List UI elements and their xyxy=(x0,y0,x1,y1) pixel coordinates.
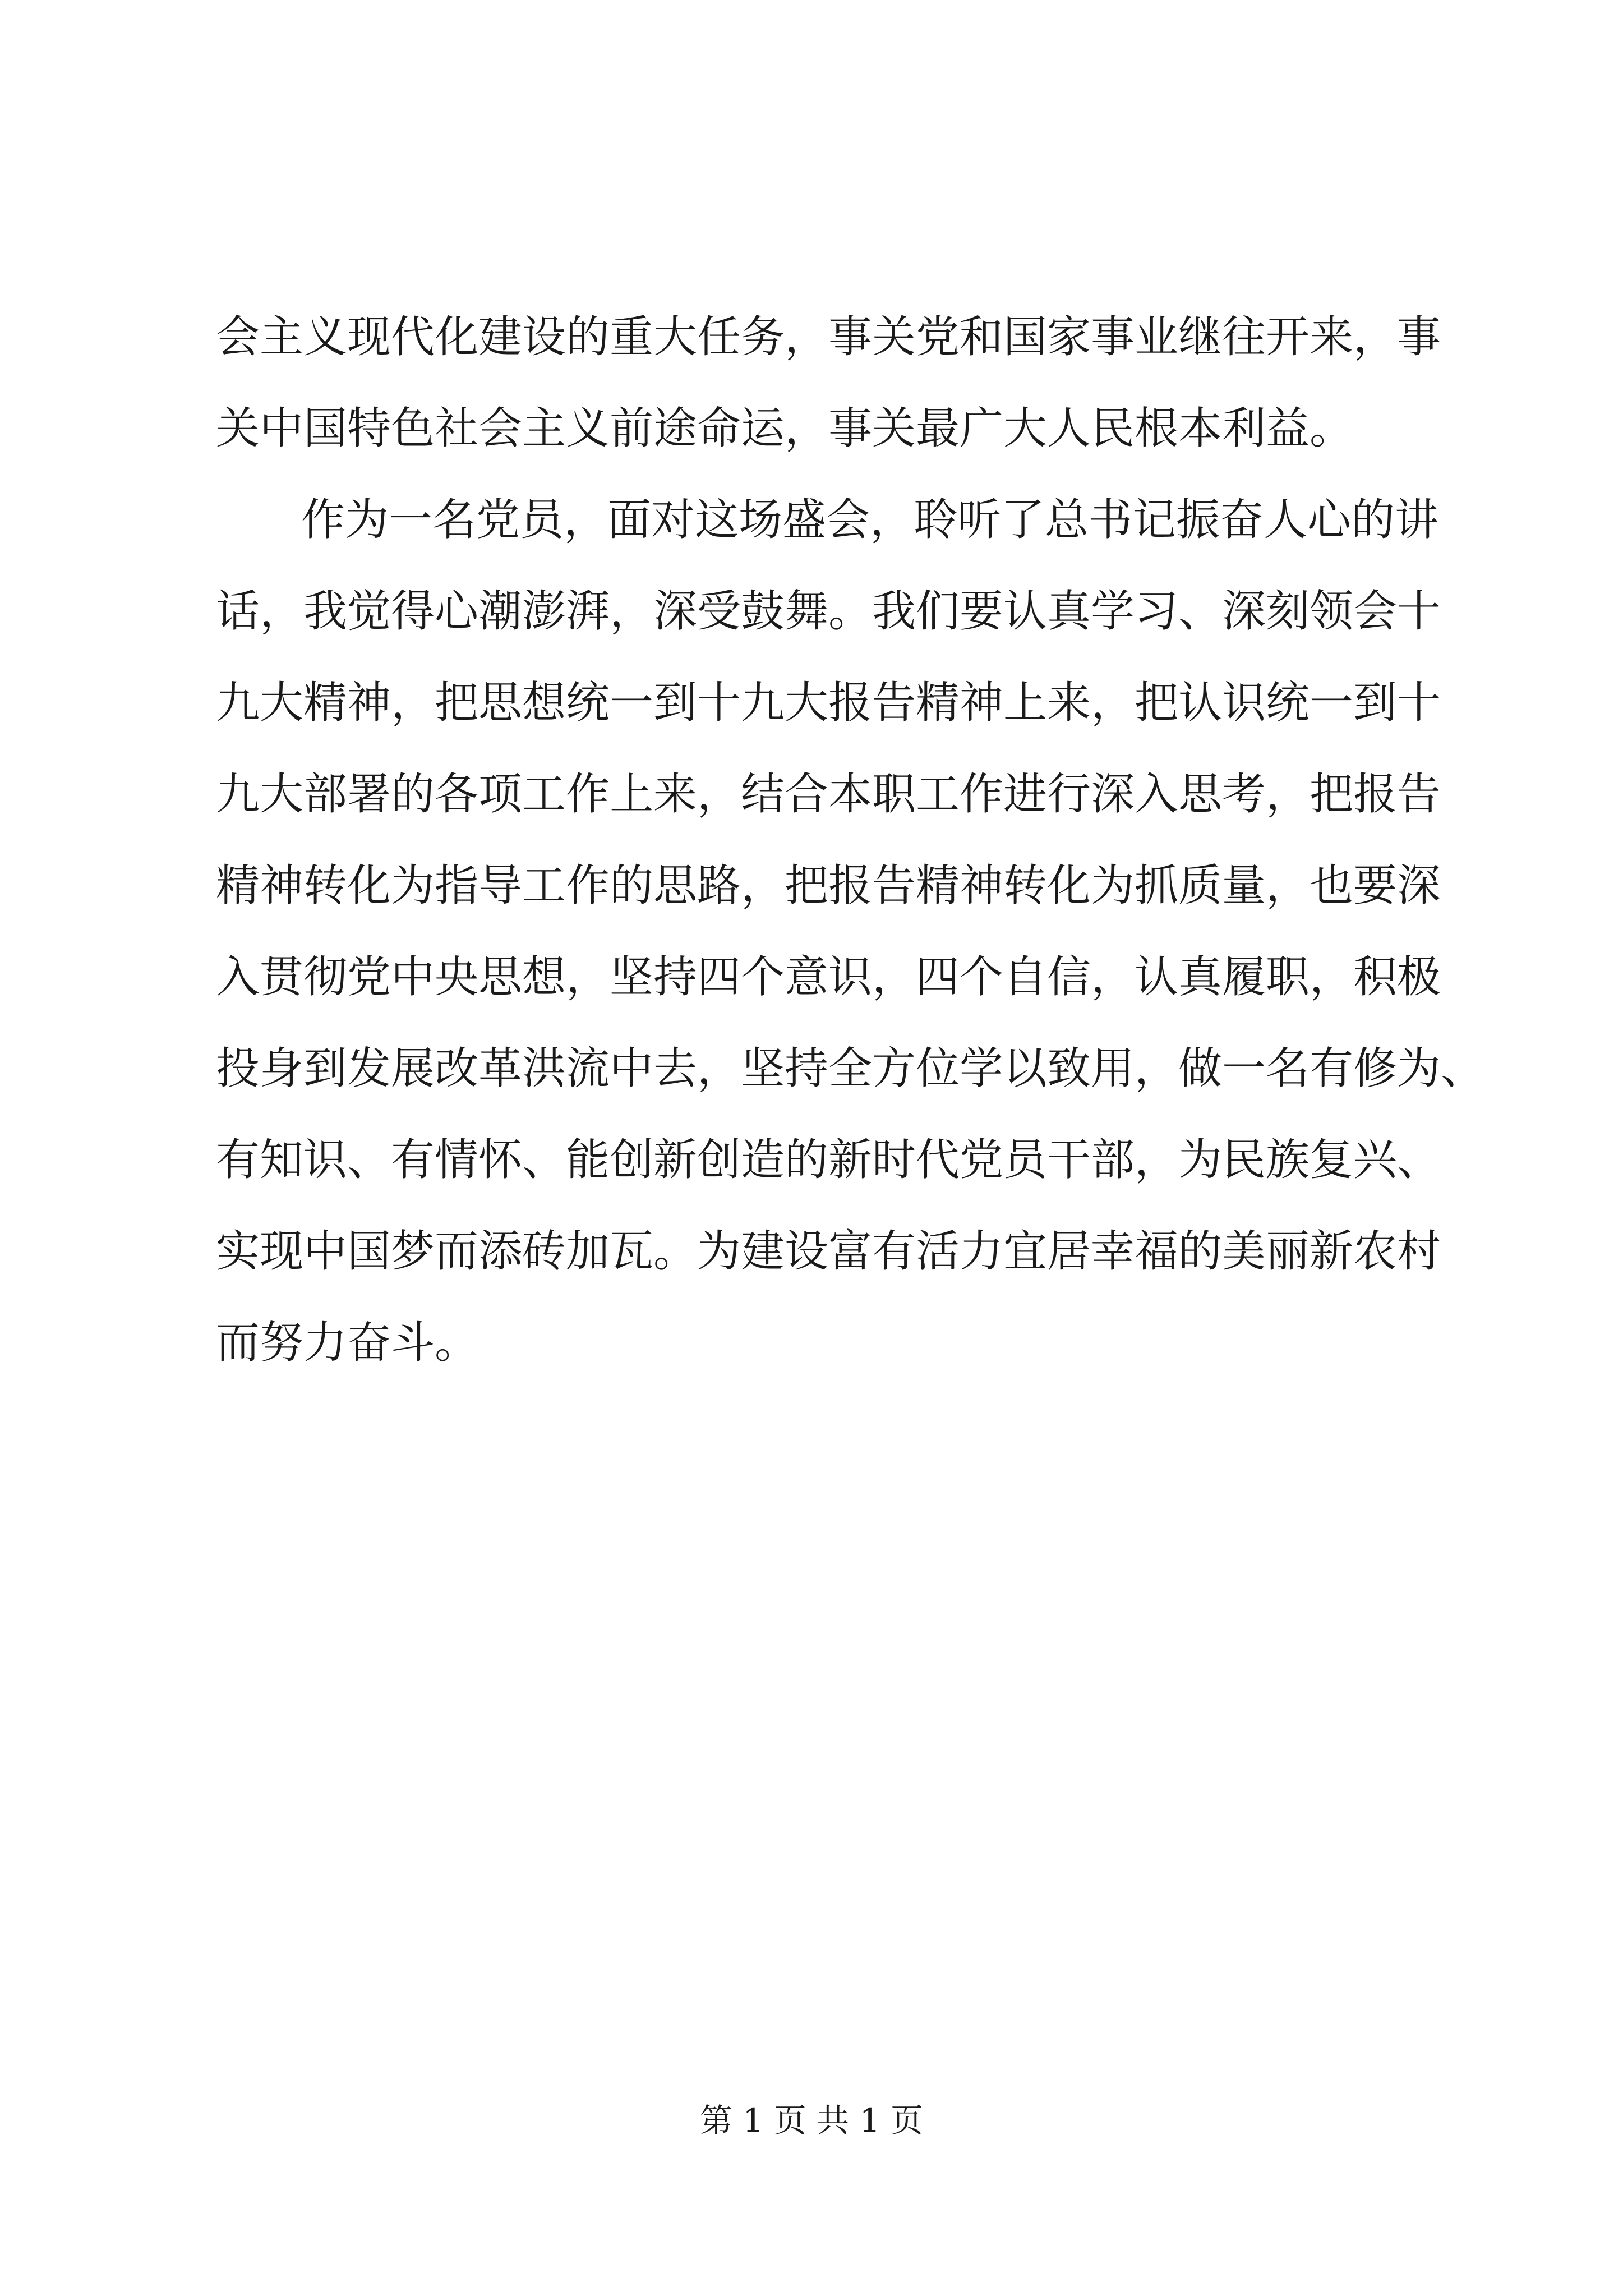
text-line: 精神转化为指导工作的思路，把报告精神转化为抓质量，也要深 xyxy=(216,861,1441,911)
document-body xyxy=(216,292,1485,1389)
text-line: 关中国特色社会主义前途命运，事关最广大人民根本利益。 xyxy=(216,403,1354,454)
text-line: 而努力奋斗。 xyxy=(216,1318,479,1368)
text-line: 会主义现代化建设的重大任务，事关党和国家事业继往开来，事 xyxy=(216,312,1441,362)
text-line: 作为一名党员，面对这场盛会，聆听了总书记振奋人心的讲 xyxy=(301,495,1439,545)
text-line: 九大精神，把思想统一到十九大报告精神上来，把认识统一到十 xyxy=(216,678,1441,728)
text-line: 话，我觉得心潮澎湃，深受鼓舞。我们要认真学习、深刻领会十 xyxy=(216,586,1441,637)
text-line: 投身到发展改革洪流中去，坚持全方位学以致用，做一名有修为、 xyxy=(216,1043,1485,1094)
text-line: 九大部署的各项工作上来，结合本职工作进行深入思考，把报告 xyxy=(216,769,1441,820)
text-line: 有知识、有情怀、能创新创造的新时代党员干部，为民族复兴、 xyxy=(216,1135,1441,1185)
text-line: 实现中国梦而添砖加瓦。为建设富有活力宜居幸福的美丽新农村 xyxy=(216,1226,1441,1277)
text-line: 入贯彻党中央思想，坚持四个意识，四个自信，认真履职，积极 xyxy=(216,952,1441,1002)
page-number-footer: 第 1 页 共 1 页 xyxy=(700,2101,923,2139)
